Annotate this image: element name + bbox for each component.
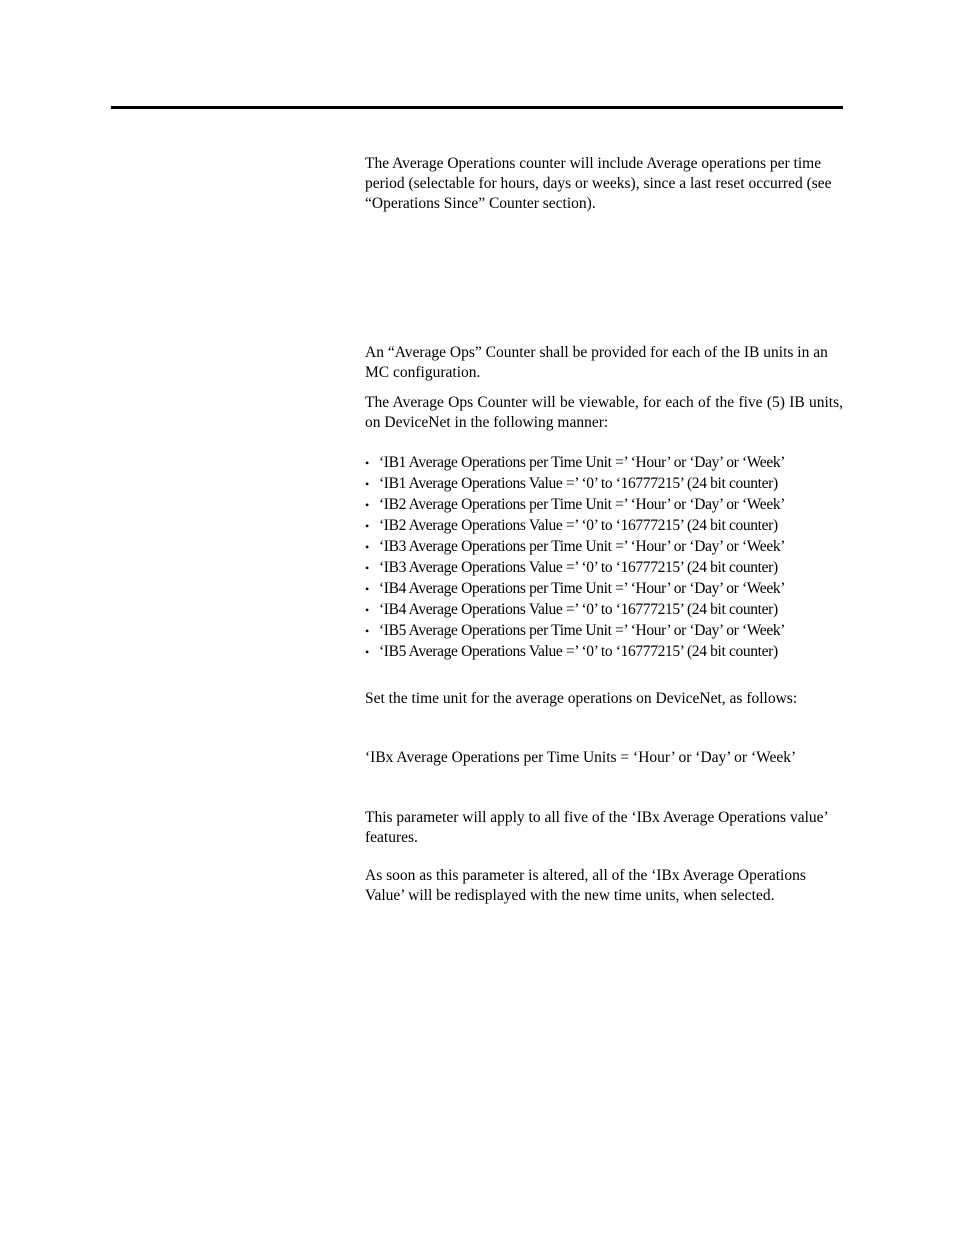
viewable-paragraph-block — [365, 393, 843, 433]
bullet-icon: • — [365, 645, 369, 659]
apply-paragraph: This parameter will apply to all five of the ‘IBx Average Operations value’ features. — [365, 809, 828, 846]
setting-paragraph: ‘IBx Average Operations per Time Units = ‘Hour’ or ‘Day’ or ‘Week’ — [365, 749, 797, 766]
list-item: • ‘IB5 Average Operations Value =’ ‘0’ to ‘16777215’ (24 bit counter) — [365, 641, 845, 662]
intro-paragraph: The Average Operations counter will include Average operations per time period (selectable for hours, days or weeks), since a last reset occurred (see “Operations Since” Counter section). — [365, 155, 832, 212]
bullet-icon: • — [365, 561, 369, 575]
bullet-icon: • — [365, 498, 369, 512]
altered-paragraph: As soon as this parameter is altered, all of the ‘IBx Average Operations Value’ will be redisplayed with the new time units, when selected. — [365, 867, 806, 904]
list-item: • ‘IB3 Average Operations per Time Unit =’ ‘Hour’ or ‘Day’ or ‘Week’ — [365, 536, 845, 557]
list-item: • ‘IB2 Average Operations per Time Unit =’ ‘Hour’ or ‘Day’ or ‘Week’ — [365, 494, 845, 515]
list-item: • ‘IB2 Average Operations Value =’ ‘0’ to ‘16777215’ (24 bit counter) — [365, 515, 845, 536]
bullet-icon: • — [365, 582, 369, 596]
bullet-icon: • — [365, 477, 369, 491]
list-item: • ‘IB1 Average Operations per Time Unit =’ ‘Hour’ or ‘Day’ or ‘Week’ — [365, 452, 845, 473]
apply-paragraph-block — [365, 808, 843, 848]
provided-paragraph: An “Average Ops” Counter shall be provided for each of the IB units in an MC configuration. — [365, 344, 828, 381]
devicenet-parameter-list — [365, 452, 845, 662]
provided-paragraph-block — [365, 343, 843, 383]
bullet-icon: • — [365, 603, 369, 617]
list-item: • ‘IB4 Average Operations per Time Unit =’ ‘Hour’ or ‘Day’ or ‘Week’ — [365, 578, 845, 599]
header-rule — [111, 106, 843, 109]
set-time-paragraph-block — [365, 689, 843, 709]
list-item: • ‘IB1 Average Operations Value =’ ‘0’ to ‘16777215’ (24 bit counter) — [365, 473, 845, 494]
setting-paragraph-block — [365, 748, 843, 768]
list-item: • ‘IB3 Average Operations Value =’ ‘0’ to ‘16777215’ (24 bit counter) — [365, 557, 845, 578]
bullet-icon: • — [365, 456, 369, 470]
list-item: • ‘IB5 Average Operations per Time Unit =’ ‘Hour’ or ‘Day’ or ‘Week’ — [365, 620, 845, 641]
bullet-icon: • — [365, 624, 369, 638]
set-time-paragraph: Set the time unit for the average operations on DeviceNet, as follows: — [365, 690, 798, 707]
bullet-icon: • — [365, 519, 369, 533]
intro-paragraph-block — [365, 154, 843, 214]
list-item: • ‘IB4 Average Operations Value =’ ‘0’ to ‘16777215’ (24 bit counter) — [365, 599, 845, 620]
bullet-icon: • — [365, 540, 369, 554]
viewable-paragraph: The Average Ops Counter will be viewable, for each of the five (5) IB units, on DeviceNet in the following manner: — [365, 394, 843, 431]
altered-paragraph-block — [365, 866, 843, 906]
